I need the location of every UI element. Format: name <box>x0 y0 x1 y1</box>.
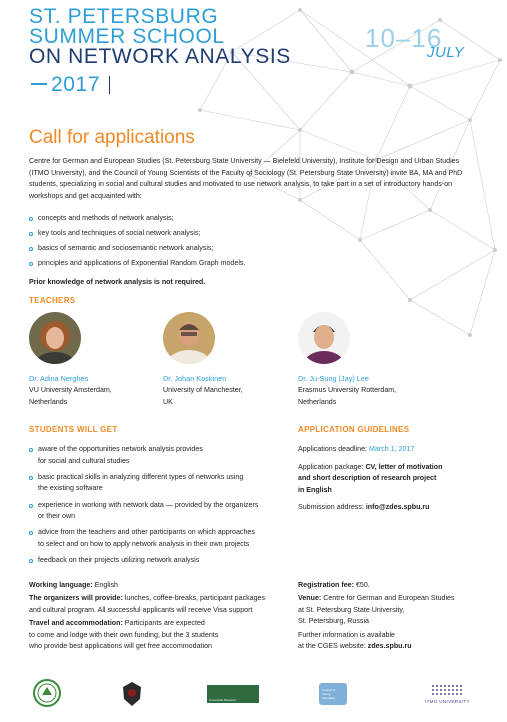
working-language: Working language: English <box>29 581 118 589</box>
bullet-icon <box>29 559 33 563</box>
teacher-name-2: Dr. Johan Koskinen <box>163 374 227 383</box>
students-benefits-list <box>29 444 291 571</box>
bullet-icon <box>29 262 33 266</box>
deadline-line: Applications deadline: March 1, 2017 <box>298 445 415 453</box>
bullet-icon <box>29 247 33 251</box>
list-item: concepts and methods of network analysis; <box>29 213 449 225</box>
list-item: principles and applications of Exponential Random Graph models. <box>29 258 449 270</box>
venue: Venue: Centre for German and European Studies at St. Petersburg State University, St. Petersburg, Russia <box>298 594 455 626</box>
submission-email[interactable]: info@zdes.spbu.ru <box>365 503 430 512</box>
bullet-icon <box>29 217 33 221</box>
organizers-provide: The organizers will provide: lunches, coffee-breaks, participant packages and cultural program. All successful applicants will receive Visa support <box>29 594 266 614</box>
bullet-icon <box>29 232 33 236</box>
list-item: key tools and techniques of social network analysis; <box>29 228 449 240</box>
council-young-scientists-logo: Council of Young Scientists <box>319 683 347 705</box>
list-item: aware of the opportunities network analysis provides for social and cultural studies <box>29 444 291 467</box>
website-link[interactable]: zdes.spbu.ru <box>367 642 412 651</box>
guidelines-heading: APPLICATION GUIDELINES <box>298 425 410 434</box>
teacher-name-1: Dr. Adina Nerghes <box>29 374 89 383</box>
prior-knowledge-note: Prior knowledge of network analysis is not required. <box>29 278 206 286</box>
students-heading: STUDENTS WILL GET <box>29 425 118 434</box>
sociology-faculty-logo <box>33 679 61 707</box>
bielefeld-partner-logo: Universität Bielefeld <box>207 685 259 703</box>
list-item: experience in working with network data — provided by the organizers or their own <box>29 500 291 523</box>
title-year: 2017 <box>51 73 101 96</box>
package-line: Application package: CV, letter of motivation and short description of research project in English <box>298 462 443 494</box>
title-dash-decoration <box>31 83 47 85</box>
travel-accommodation: Travel and accommodation: Participants are expected to come and lodge with their own funding, but the 3 students who provide best applications will get free accommodation <box>29 618 219 651</box>
teacher-affiliation-2: University of Manchester, UK <box>163 386 243 406</box>
title-line-3: ON NETWORK ANALYSIS <box>29 45 291 68</box>
title-line-2: SUMMER SCHOOL <box>29 25 225 48</box>
teacher-affiliation-3: Erasmus University Rotterdam, Netherlands <box>298 386 397 406</box>
list-item: feedback on their projects utilizing network analysis <box>29 555 291 567</box>
intro-paragraph: Centre for German and European Studies (St. Petersburg State University — Bielefeld University), Institute for Design and Urban Studies (ITMO University), and the Council of Young Scientists of the Faculty of Sociology (St. Petersburg State University) invite BA, MA and PhD students, specializing in social and cultural studies and motivated to use network analysis, to take part in a set of introductory hands-on workshops and get acquainted with: <box>29 157 463 200</box>
teacher-name-3: Dr. Ju-Sung (Jay) Lee <box>298 374 369 383</box>
submission-line: Submission address: info@zdes.spbu.ru <box>298 503 430 512</box>
itmo-university-logo: ITMO UNIVERSITY <box>425 683 471 707</box>
bullet-icon <box>29 448 33 452</box>
date-range: 10–16 <box>365 23 443 53</box>
list-item: basics of semantic and sociosemantic network analysis; <box>29 243 449 255</box>
venue-info <box>298 580 488 654</box>
bullet-icon <box>29 476 33 480</box>
practical-info <box>29 580 291 654</box>
teacher-photo-koskinen <box>163 312 215 364</box>
title-line-1: ST. PETERSBURG <box>29 5 219 28</box>
date-month: JULY <box>427 44 465 61</box>
bullet-icon <box>29 531 33 535</box>
list-item: advice from the teachers and other participants on which approaches to select and on how to apply network analysis in their own projects <box>29 527 291 550</box>
call-for-applications-heading: Call for applications <box>29 127 195 148</box>
deadline-value: March 1, 2017 <box>369 445 415 453</box>
spbu-crest-logo <box>121 681 143 707</box>
teacher-photo-nerghes <box>29 312 81 364</box>
topics-list <box>29 213 449 273</box>
application-guidelines <box>298 444 468 520</box>
further-info: Further information is available at the CGES website: zdes.spbu.ru <box>298 630 412 651</box>
list-item: basic practical skills in analyzing different types of networks using the existing software <box>29 472 291 495</box>
teacher-photo-lee <box>298 312 350 364</box>
teachers-heading: TEACHERS <box>29 296 76 305</box>
text-cursor-decoration <box>109 76 110 94</box>
teacher-affiliation-1: VU University Amsterdam, Netherlands <box>29 386 112 406</box>
bullet-icon <box>29 504 33 508</box>
registration-fee: Registration fee: €50. <box>298 581 370 589</box>
